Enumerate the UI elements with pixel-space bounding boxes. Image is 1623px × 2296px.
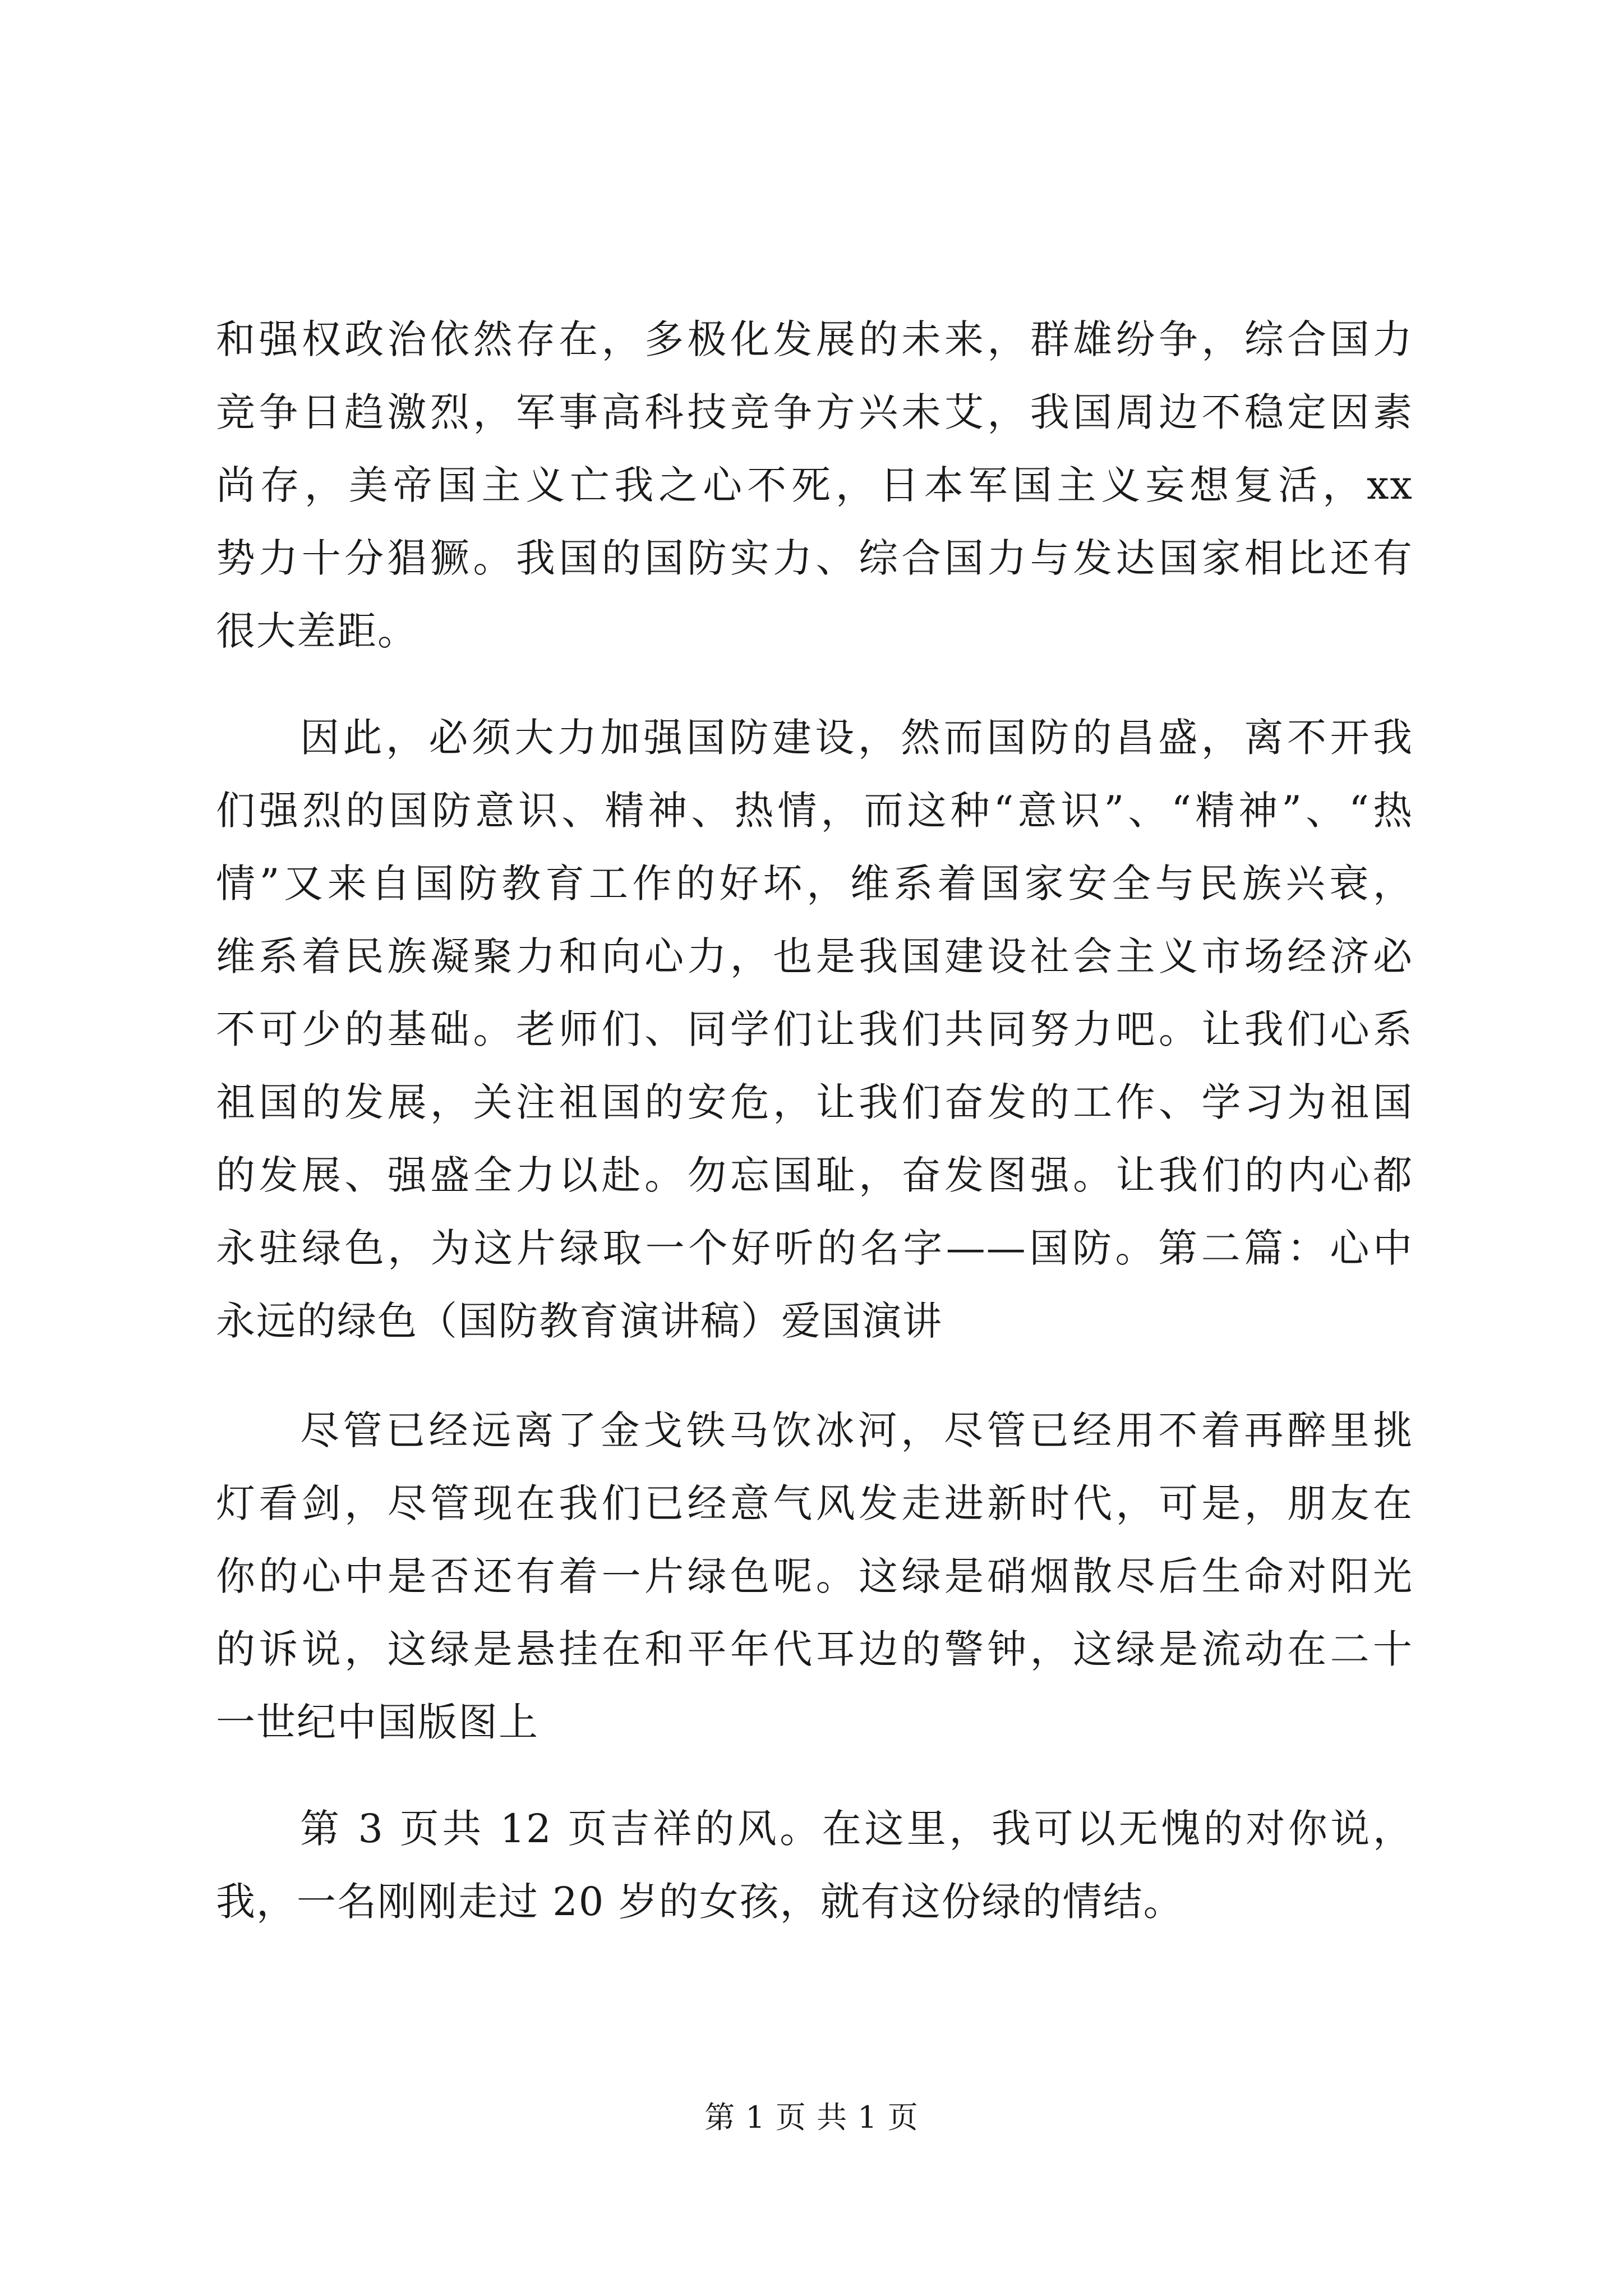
text-line: 势力十分猖獗。我国的国防实力、综合国力与发达国家相比还有 (216, 535, 1413, 581)
text-line: 你的心中是否还有着一片绿色呢。这绿是硝烟散尽后生命对阳光 (216, 1553, 1413, 1599)
text-line: 们强烈的国防意识、精神、热情，而这种“意识”、“精神”、“热 (216, 788, 1413, 834)
text-line: 一世纪中国版图上 (216, 1699, 539, 1745)
text-line: 祖国的发展，关注祖国的安危，让我们奋发的工作、学习为祖国 (216, 1079, 1413, 1125)
text-line: 第 3 页共 12 页吉祥的风。在这里，我可以无愧的对你说， (300, 1806, 1413, 1852)
text-line: 很大差距。 (216, 608, 418, 654)
text-line: 尽管已经远离了金戈铁马饮冰河，尽管已经用不着再醉里挑 (300, 1407, 1413, 1453)
page-number-footer: 第 1 页 共 1 页 (704, 2100, 919, 2135)
text-line: 不可少的基础。老师们、同学们让我们共同努力吧。让我们心系 (216, 1006, 1413, 1052)
text-line: 永驻绿色，为这片绿取一个好听的名字——国防。第二篇：心中 (216, 1225, 1413, 1271)
text-line: 竞争日趋激烈，军事高科技竞争方兴未艾，我国周边不稳定因素 (216, 389, 1413, 435)
text-line: 永远的绿色（国防教育演讲稿）爱国演讲 (216, 1298, 943, 1344)
text-line: 我，一名刚刚走过 20 岁的女孩，就有这份绿的情结。 (216, 1879, 1184, 1925)
text-line: 和强权政治依然存在，多极化发展的未来，群雄纷争，综合国力 (216, 316, 1413, 362)
text-line: 因此，必须大力加强国防建设，然而国防的昌盛，离不开我 (300, 715, 1413, 761)
text-line: 尚存，美帝国主义亡我之心不死，日本军国主义妄想复活，xx (216, 462, 1413, 508)
text-line: 维系着民族凝聚力和向心力，也是我国建设社会主义市场经济必 (216, 933, 1413, 979)
text-line: 的发展、强盛全力以赴。勿忘国耻，奋发图强。让我们的内心都 (216, 1152, 1413, 1198)
text-line: 灯看剑，尽管现在我们已经意气风发走进新时代，可是，朋友在 (216, 1480, 1413, 1526)
text-line: 的诉说，这绿是悬挂在和平年代耳边的警钟，这绿是流动在二十 (216, 1626, 1413, 1672)
text-line: 情”又来自国防教育工作的好坏，维系着国家安全与民族兴衰， (216, 861, 1413, 907)
